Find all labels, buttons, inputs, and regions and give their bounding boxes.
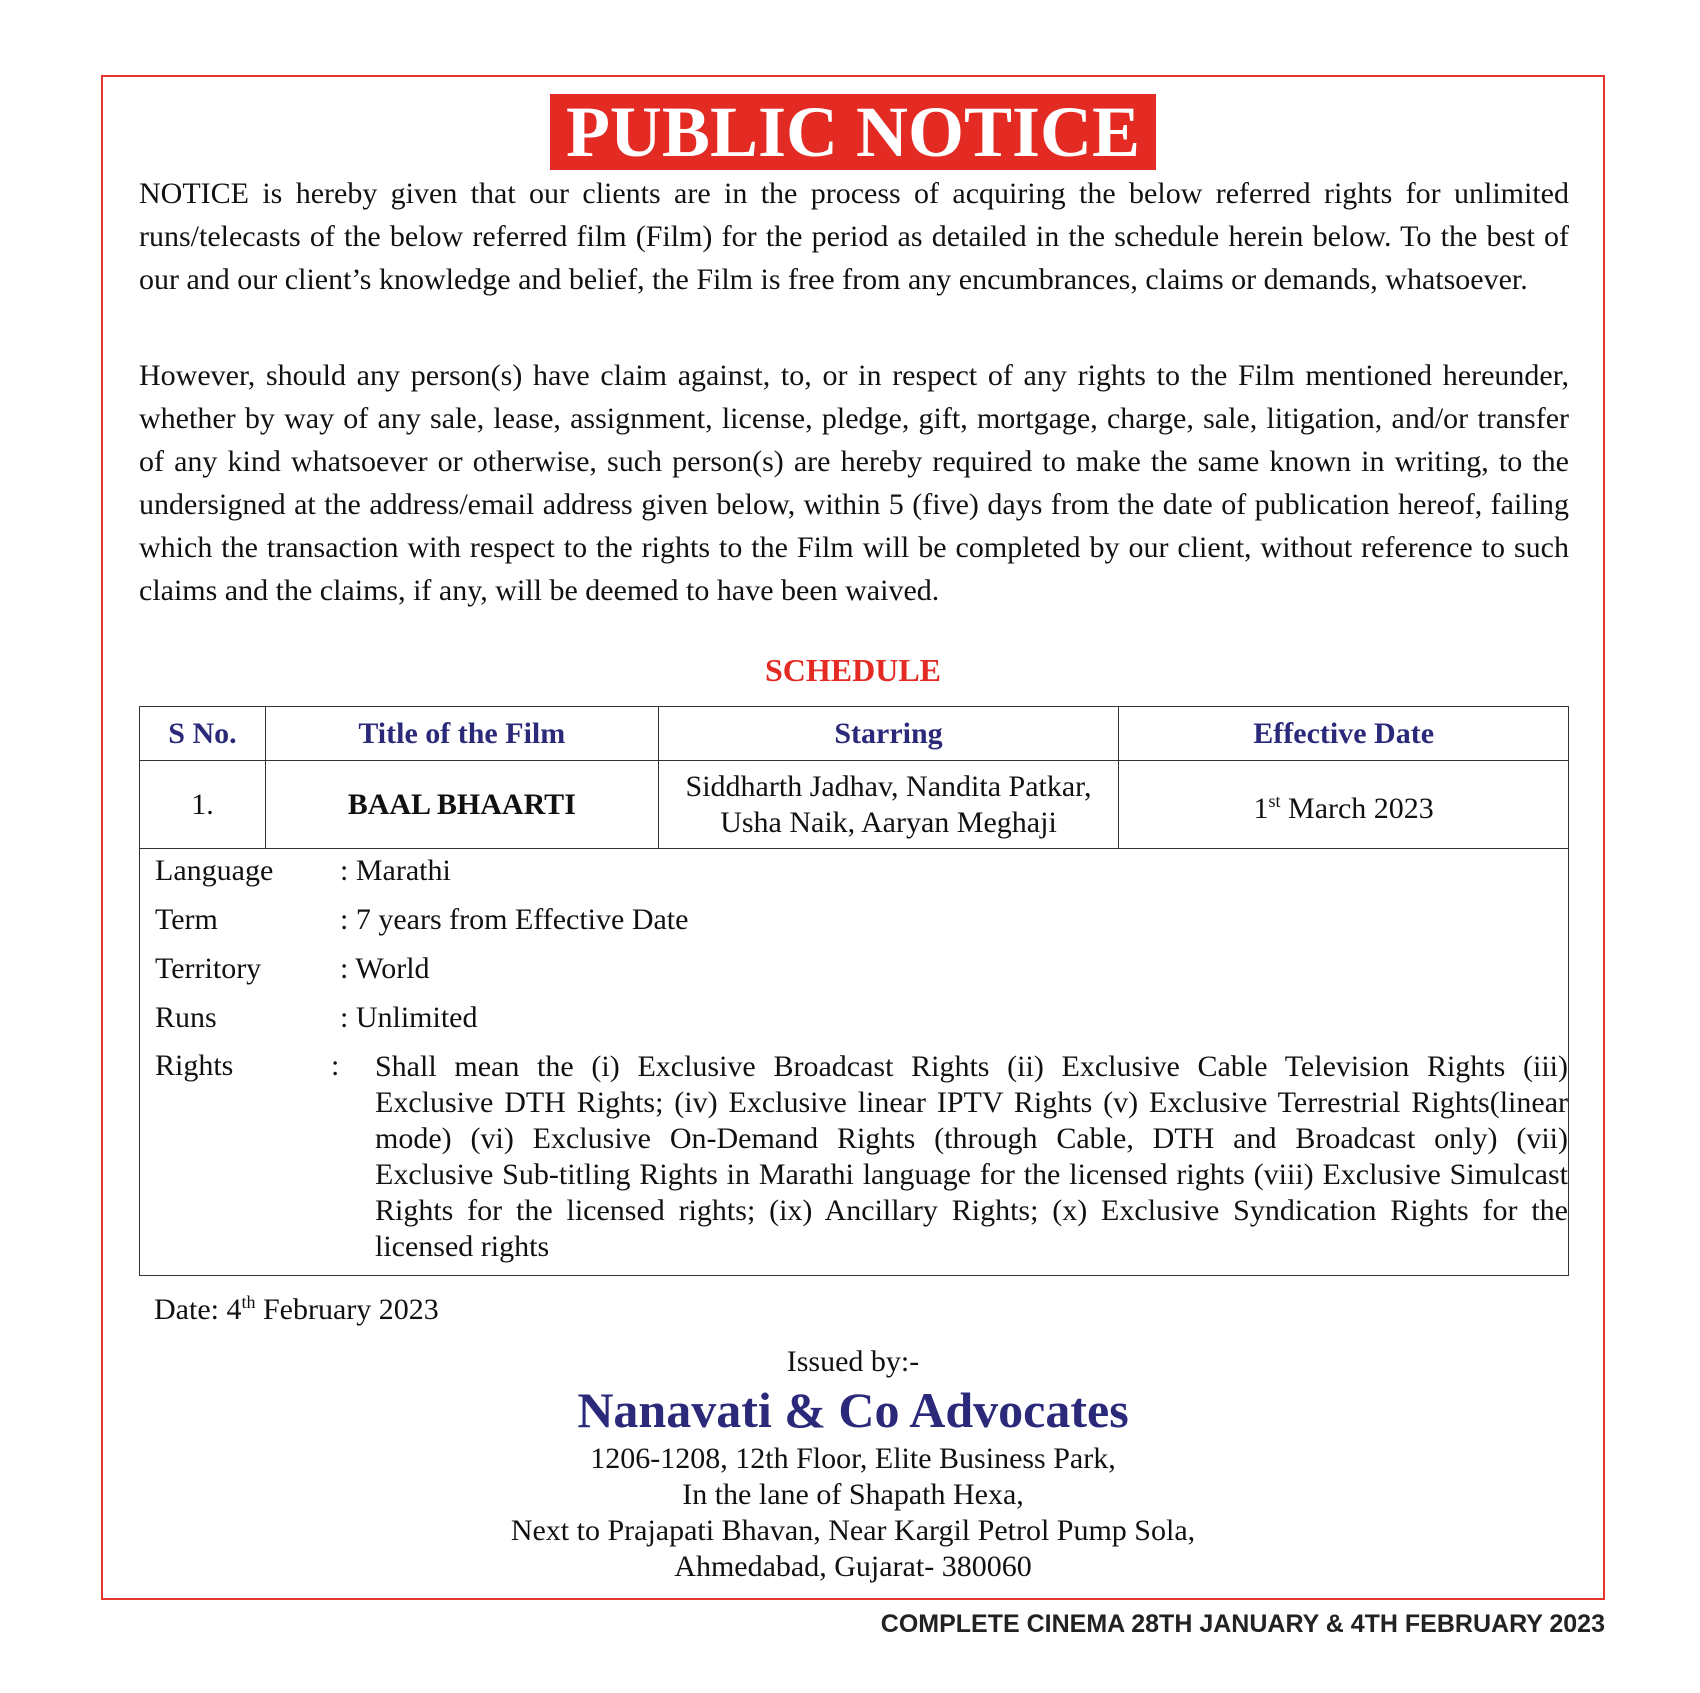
notice-paragraph-1: NOTICE is hereby given that our clients are in the process of acquiring the below referred rights for unlimited runs/telecasts of the below referred film (Film) for the period as detailed in the schedule herein below. To the best of our and our client’s knowledge and belief, the Film is free from any encumbrances, claims or demands, whatsoever. (139, 177, 1569, 296)
effective-month-year: March 2023 (1280, 791, 1434, 825)
notice-paragraph-2: However, should any person(s) have claim against, to, or in respect of any rights to the Film mentioned hereunder, whether by way of any sale, lease, assignment, license, pledge, gift, mortgage, charge, sale, litigation, and/or transfer of any kind whatsoever or otherwise, such person(s) are hereby required to make the same known in writing, to the undersigned at the address/email address given below, within 5 (five) days from the date of publication hereof, failing which the transaction with respect to the rights to the Film will be completed by our client, without reference to such claims and the claims, if any, will be deemed to have been waived. (139, 359, 1569, 607)
header-title: Title of the Film (265, 707, 658, 761)
detail-value: : World (340, 952, 430, 985)
issued-by: Issued by:- (786, 1345, 920, 1378)
title-wrap (103, 94, 1603, 170)
notice-title: PUBLIC NOTICE (550, 94, 1156, 170)
detail-label: Runs (155, 1001, 217, 1034)
rights-colon: : (331, 1049, 340, 1082)
cell-film-title: BAAL BHAARTI (265, 761, 658, 849)
header-starring: Starring (658, 707, 1119, 761)
schedule-table (139, 706, 1569, 849)
schedule-details (139, 849, 1569, 1276)
detail-label: Territory (155, 952, 262, 985)
address-line-3: Next to Prajapati Bhavan, Near Kargil Petrol Pump Sola, (510, 1514, 1196, 1547)
date-prefix: Date: 4 (154, 1293, 242, 1326)
notice-date (154, 1292, 439, 1327)
effective-day: 1 (1253, 791, 1269, 825)
address-line-2: In the lane of Shapath Hexa, (682, 1478, 1024, 1511)
date-suffix: th (241, 1292, 256, 1312)
notice-frame (101, 75, 1605, 1600)
cell-effective-date (1119, 761, 1569, 849)
header-sno: S No. (140, 707, 266, 761)
table-row (140, 761, 1569, 849)
starring-line-2: Usha Naik, Aaryan Meghaji (720, 805, 1057, 839)
detail-value: : Marathi (340, 854, 451, 887)
cell-sno: 1. (140, 761, 266, 849)
detail-label: Language (155, 854, 274, 887)
detail-label: Term (155, 903, 218, 936)
publication-footer: COMPLETE CINEMA 28TH JANUARY & 4TH FEBRUARY 2023 (880, 1610, 1605, 1638)
starring-line-1: Siddharth Jadhav, Nandita Patkar, (685, 769, 1092, 803)
address-line-4: Ahmedabad, Gujarat- 380060 (674, 1550, 1032, 1583)
schedule-header-row (140, 707, 1569, 761)
firm-name: Nanavati & Co Advocates (577, 1382, 1129, 1438)
schedule-heading: SCHEDULE (764, 652, 942, 688)
rights-text: Shall mean the (i) Exclusive Broadcast Rights (ii) Exclusive Cable Television Rights (iii) Exclusive DTH Rights; (iv) Exclusive linear IPTV Rights (v) Exclusive Terrestrial Rights(linear mode) (vi) Exclusive On-Demand Rights (through Cable, DTH and Broadcast only) (vii) Exclusive Sub-titling Rights in Marathi language for the licensed rights (viii) Exclusive Simulcast Rights for the licensed rights; (ix) Ancillary Rights; (x) Exclusive Syndication Rights for the licensed rights (375, 1050, 1568, 1263)
header-effective-date: Effective Date (1119, 707, 1569, 761)
detail-value: : 7 years from Effective Date (340, 903, 689, 936)
cell-starring (658, 761, 1119, 849)
detail-value: : Unlimited (340, 1001, 478, 1034)
effective-day-suffix: st (1268, 790, 1281, 811)
rights-label: Rights (155, 1049, 234, 1082)
date-rest: February 2023 (255, 1293, 439, 1326)
address-line-1: 1206-1208, 12th Floor, Elite Business Park, (590, 1442, 1116, 1475)
